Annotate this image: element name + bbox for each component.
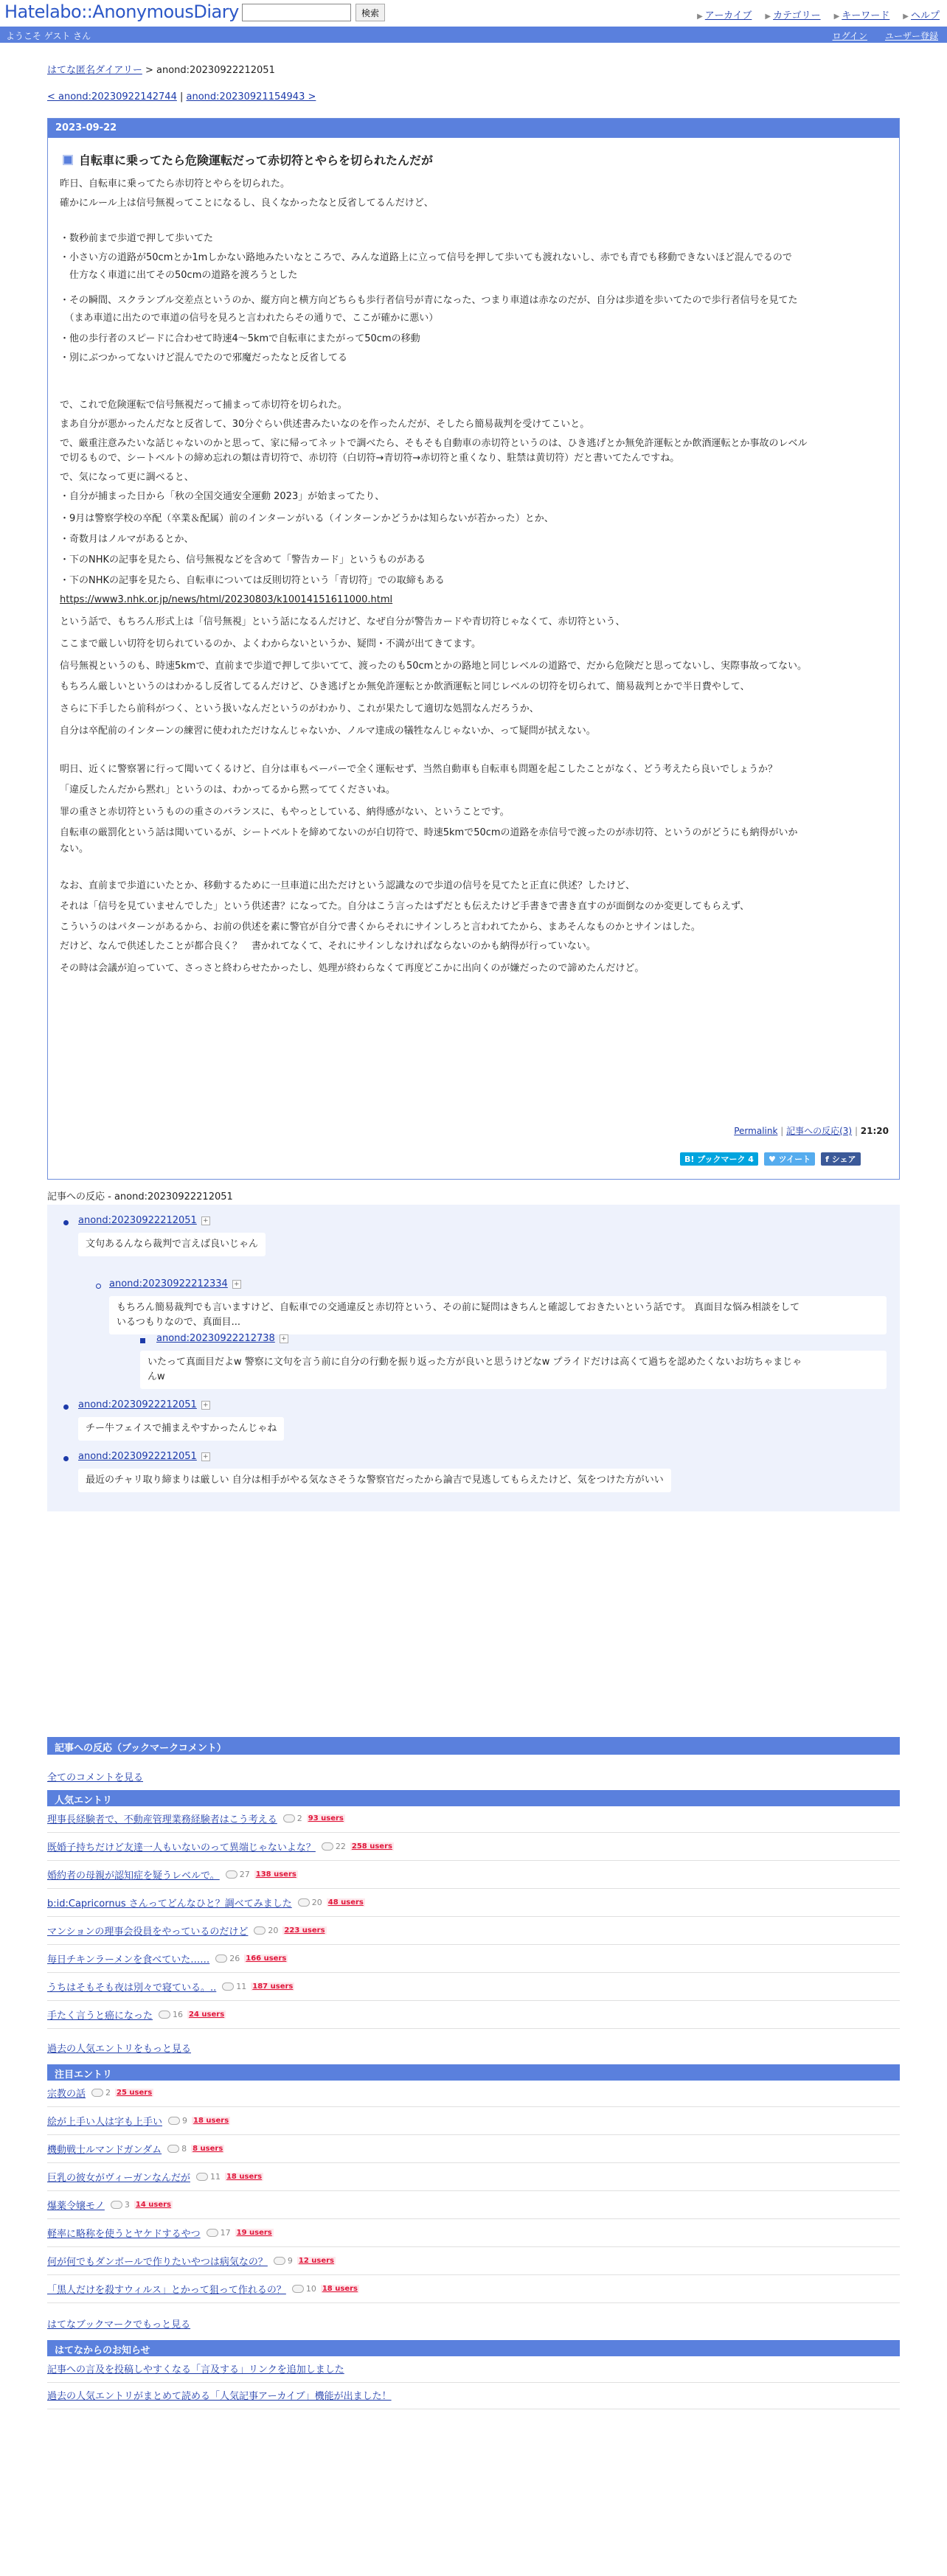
article-line: で、気になって更に調べると、 bbox=[60, 472, 194, 483]
comment-count-value: 8 bbox=[181, 2144, 187, 2154]
comment-bubble-icon bbox=[254, 1926, 266, 1935]
article-line: ・別にぶつかってないけど混んでたので邪魔だったなと反省してる bbox=[60, 352, 348, 363]
comment-bubble-icon bbox=[215, 1954, 227, 1963]
article-title bbox=[63, 151, 433, 168]
comment-count-value: 9 bbox=[182, 2116, 188, 2126]
entry-row bbox=[47, 2138, 900, 2163]
all-comments-link[interactable]: 全てのコメントを見る bbox=[47, 1772, 144, 1783]
login-link[interactable]: ログイン bbox=[832, 31, 867, 41]
article-line: それは「信号を見ていませんでした」という供述書？になってた。自分はこう言ったはずだとも伝えたけど手書きで書き直すのが面倒なのか変更してもらえず、 bbox=[60, 901, 749, 912]
nav-archive[interactable]: アーカイブ bbox=[704, 10, 752, 21]
reaction-text-line: いるつもりなので、真面目... bbox=[117, 1317, 241, 1328]
notice-item bbox=[47, 2358, 900, 2383]
comment-bubble-icon bbox=[226, 1870, 237, 1879]
comment-count-value: 16 bbox=[173, 2010, 184, 2019]
bullet bbox=[63, 1404, 69, 1410]
notice-link[interactable]: 過去の人気エントリがまとめて読める「人気記事アーカイブ」機能が出ました！ bbox=[47, 2391, 392, 2402]
triangle-icon: ▶ bbox=[903, 13, 909, 21]
entry-row bbox=[47, 2166, 900, 2191]
expand-icon[interactable]: + bbox=[201, 1401, 210, 1410]
article-line: という話で、もちろん形式上は「信号無視」という話になるんだけど、なぜ自分が警告カードや青切符じゃなくて、赤切符という、 bbox=[60, 616, 625, 627]
expand-icon[interactable]: + bbox=[201, 1452, 210, 1461]
comment-bubble-icon bbox=[168, 2117, 180, 2125]
bullet bbox=[63, 1456, 69, 1461]
comment-count-value: 11 bbox=[236, 1982, 247, 1991]
nav-help[interactable]: ヘルプ bbox=[910, 10, 940, 21]
users-badge[interactable]: 25 users bbox=[117, 2089, 153, 2097]
reactions-link[interactable]: 記事への反応(3) bbox=[786, 1126, 853, 1136]
reaction-link[interactable]: anond:20230922212051 bbox=[78, 1451, 197, 1462]
search-button[interactable]: 検索 bbox=[355, 4, 385, 21]
article-line: 明日、近くに警察署に行って聞いてくるけど、自分は車もペーパーで全く運転せず、当然自動車も自転車も問題を起こしたことがなく、どう考えたら良いでしょうか？ bbox=[60, 764, 778, 775]
comment-bubble-icon bbox=[167, 2145, 179, 2153]
comment-bubble-icon bbox=[322, 1842, 333, 1851]
breadcrumb-sep: > bbox=[142, 65, 157, 76]
comment-count[interactable] bbox=[254, 1926, 278, 1935]
tweet-button[interactable] bbox=[764, 1152, 815, 1166]
entry-row bbox=[47, 2082, 900, 2107]
entry-row bbox=[47, 1808, 900, 1833]
pager bbox=[47, 91, 316, 102]
facebook-label: シェア bbox=[831, 1155, 856, 1164]
entry-title-link[interactable]: 手たく言うと癌になった bbox=[47, 2011, 153, 2022]
reaction-bubble: チー牛フェイスで捕まえやすかったんじゃね bbox=[78, 1417, 284, 1441]
comment-count-value: 10 bbox=[305, 2284, 316, 2294]
users-badge[interactable]: 24 users bbox=[189, 2011, 225, 2019]
entry-title-link[interactable]: 絵が上手い人は字も上手い bbox=[47, 2117, 163, 2128]
article-line: ・他の歩行者のスピードに合わせて時速4～5kmで自転車にまたがって50cmの移動 bbox=[60, 333, 420, 344]
bullet bbox=[63, 1220, 69, 1225]
article-line: なお、直前まで歩道にいたとか、移動するために一旦車道に出ただけという認識なので歩道の信号を見てたと正直に供述？したけど、 bbox=[60, 880, 636, 891]
entry-title-link[interactable]: うちはそもそも夜は別々で寝ている。.. bbox=[47, 1983, 217, 1994]
users-badge[interactable]: 18 users bbox=[193, 2117, 229, 2125]
article-line: その時は会議が迫っていて、さっさと終わらせたかったし、処理が終わらなくて再度どこかに出向くのが嫌だったので諦めたんだけど。 bbox=[60, 963, 645, 974]
welcome-text: ようこそ ゲスト さん bbox=[6, 31, 91, 41]
comment-count[interactable] bbox=[298, 1898, 322, 1907]
top-nav bbox=[697, 7, 940, 21]
nhk-article-link[interactable]: https://www3.nhk.or.jp/news/html/20230803/k10014151611000.html bbox=[60, 594, 393, 605]
comment-count[interactable] bbox=[283, 1814, 302, 1823]
expand-icon[interactable]: + bbox=[280, 1334, 288, 1343]
expand-icon[interactable]: + bbox=[232, 1280, 241, 1289]
facebook-share-button[interactable] bbox=[821, 1152, 860, 1166]
comment-count[interactable] bbox=[196, 2172, 221, 2182]
triangle-icon: ▶ bbox=[765, 13, 771, 21]
entry-title-link[interactable]: 婚約者の母親が認知症を疑うレベルで。 bbox=[47, 1870, 220, 1881]
reactions-heading: 記事への反応 - anond:20230922212051 bbox=[47, 1191, 233, 1202]
article-line: まあ自分が悪かったんだなと反省して、30分ぐらい供述書みたいなのを作ったんだが、そしたら簡易裁判を受けてこいと。 bbox=[60, 419, 590, 430]
reaction-bubble bbox=[109, 1296, 887, 1334]
article-line: ない。 bbox=[60, 843, 89, 854]
entry-title-link[interactable]: 何が何でもダンボールで作りたいやつは病気なの？ bbox=[47, 2257, 268, 2268]
reaction-bubble: 文句あるんなら裁判で言えば良いじゃん bbox=[78, 1233, 266, 1256]
article-date: 2023-09-22 bbox=[48, 119, 899, 138]
popular-heading: 人気エントリ bbox=[47, 1790, 900, 1806]
comment-bubble-icon bbox=[274, 2257, 285, 2265]
comment-count[interactable] bbox=[226, 1870, 250, 1879]
reaction-item bbox=[109, 1278, 241, 1289]
reaction-bubble: 最近のチャリ取り締まりは厳しい 自分は相手がやる気なさそうな警察官だったから論吉で見逃してもらえたけど、気をつけた方がいい bbox=[78, 1469, 671, 1492]
entry-title-link[interactable]: 宗教の話 bbox=[47, 2089, 86, 2100]
register-link[interactable]: ユーザー登録 bbox=[884, 31, 938, 41]
hatena-bookmark-button[interactable]: B! ブックマーク 4 bbox=[680, 1152, 758, 1166]
article-line: もちろん厳しいというのはわかるし反省してるんだけど、ひき逃げとか無免許運転とか飲酒運転と同じレベルの切符を切られて、簡易裁判とかで半日費やして、 bbox=[60, 681, 750, 692]
article-line: ・数秒前まで歩道で押して歩いてた bbox=[60, 233, 214, 244]
comment-bubble-icon bbox=[159, 2011, 170, 2019]
reaction-item bbox=[78, 1215, 210, 1226]
article-line: ・自分が捕まった日から「秋の全国交通安全運動 2023」が始まってたり、 bbox=[60, 491, 385, 502]
reaction-item bbox=[140, 1333, 288, 1344]
entry-title-link[interactable]: 毎日チキンラーメンを食べていた…… bbox=[47, 1954, 210, 1966]
entry-title-link[interactable]: 軽率に略称を使うとヤケドするやつ bbox=[47, 2229, 201, 2240]
nav-category[interactable]: カテゴリー bbox=[773, 10, 821, 21]
facebook-icon: f bbox=[825, 1154, 832, 1164]
comment-bubble-icon bbox=[91, 2089, 103, 2097]
article-line: ・小さい方の道路が50cmとか1mしかない路地みたいなところで、みんな道路上に立って信号を押して歩いても渡れないし、赤でも青でも移動できないほど混んでるので bbox=[60, 252, 792, 263]
article-footer: Permalink | 記事への反応(3) | 21:20 bbox=[734, 1126, 889, 1136]
entry-row bbox=[47, 1836, 900, 1861]
square-icon bbox=[63, 155, 73, 165]
pager-sep: | bbox=[176, 91, 187, 102]
article-line: さらに下手したら前科がつく、という扱いなんだというのがわかり、これが果たして適切な処罰なんだろうか、 bbox=[60, 703, 539, 714]
reaction-bubble bbox=[140, 1351, 887, 1389]
entry-row bbox=[47, 2004, 900, 2029]
entry-title-link[interactable]: 「黒人だけを殺すウィルス」とかって狙って作れるの？ bbox=[47, 2285, 286, 2296]
notice-heading: はてなからのお知らせ bbox=[47, 2340, 900, 2356]
users-badge[interactable]: 223 users bbox=[284, 1926, 325, 1935]
top-bar bbox=[0, 0, 947, 27]
comment-count[interactable] bbox=[168, 2116, 187, 2126]
entry-row bbox=[47, 1976, 900, 2001]
breadcrumb bbox=[47, 62, 275, 76]
comment-count-value: 26 bbox=[229, 1954, 240, 1963]
comment-count-value: 9 bbox=[287, 2256, 293, 2266]
notable-heading: 注目エントリ bbox=[47, 2064, 900, 2081]
comment-count[interactable] bbox=[111, 2200, 130, 2210]
comment-count[interactable] bbox=[159, 2010, 183, 2019]
comment-count[interactable] bbox=[274, 2256, 293, 2266]
entry-title-link[interactable]: 理事長経験者で、不動産管理業務経験者はこう考える bbox=[47, 1814, 277, 1825]
comment-bubble-icon bbox=[111, 2201, 122, 2209]
reaction-link[interactable]: anond:20230922212051 bbox=[78, 1215, 197, 1226]
comment-count-value: 17 bbox=[220, 2228, 231, 2238]
comment-count-value: 2 bbox=[296, 1814, 302, 1823]
comment-count-value: 20 bbox=[311, 1898, 322, 1907]
users-badge[interactable]: 18 users bbox=[226, 2173, 263, 2181]
entry-title-link[interactable]: 既婚子持ちだけど友達一人もいないのって異端じゃないよな？ bbox=[47, 1842, 316, 1853]
comment-bubble-icon bbox=[292, 2285, 304, 2293]
article-time: 21:20 bbox=[860, 1126, 889, 1136]
article-line: ・下のNHKの記事を見たら、自転車については反則切符という「青切符」での取締もある bbox=[60, 575, 445, 586]
entry-row bbox=[47, 2222, 900, 2247]
comment-count-value: 2 bbox=[105, 2088, 111, 2098]
share-buttons bbox=[680, 1152, 861, 1166]
next-entry-link[interactable]: anond:20230921154943 > bbox=[186, 91, 316, 102]
users-badge[interactable]: 14 users bbox=[135, 2201, 172, 2209]
entry-row bbox=[47, 1920, 900, 1945]
entry-row bbox=[47, 2250, 900, 2275]
comment-count[interactable] bbox=[292, 2284, 316, 2294]
article-line: 仕方なく車道に出てその50cmの道路を渡ろうとした bbox=[60, 270, 298, 281]
article-line: 信号無視というのも、時速5kmで、直前まで歩道で押して歩いてて、渡ったのも50cmとかの路地と同じレベルの道路で、だから危険だと思ってないし、実際事故ってない。 bbox=[60, 661, 808, 672]
article-line: 「違反したんだから黙れ」というのは、わかってるから黙っててくださいね。 bbox=[60, 784, 396, 796]
site-logo[interactable]: Hatelabo::AnonymousDiary bbox=[4, 1, 239, 22]
article-line: で、厳重注意みたいな話じゃないのかと思って、家に帰ってネットで調べたら、そもそも自動車の赤切符というのは、ひき逃げとか無免許運転とか飲酒運転とか事故のレベル bbox=[60, 438, 808, 449]
article-line: で、これで危険運転で信号無視だって捕まって赤切符を切られた。 bbox=[60, 400, 347, 411]
expand-icon[interactable]: + bbox=[201, 1216, 210, 1225]
article-line: ここまで厳しい切符を切られているのか、よくわからないというか、疑問・不満が出てきてます。 bbox=[60, 638, 481, 650]
article-line: で切るもので、シートベルトの締め忘れの類は青切符で、赤切符（白切符→青切符→赤切符と重くなり、駐禁は黄切符）だと書いてたんですね。 bbox=[60, 453, 680, 464]
article-line: こういうのはパターンがあるから、お前の供述を素に警官が自分で書くからそれにサインしろと言われてたから、まあそんなものかとサインはした。 bbox=[60, 922, 701, 933]
breadcrumb-home[interactable]: はてな匿名ダイアリー bbox=[47, 65, 142, 76]
article-line: ・9月は警察学校の卒配（卒業＆配属）前のインターンがいる（インターンかどうかは知らないが若かった）とか、 bbox=[60, 513, 554, 524]
users-badge[interactable]: 8 users bbox=[192, 2145, 223, 2153]
article-line: 自転車の厳罰化という話は聞いているが、シートベルトを締めてないのが白切符で、時速5kmで50cmの道路を赤信号で渡ったのが赤切符、というのがどうにも納得がいか bbox=[60, 827, 798, 838]
reaction-item bbox=[78, 1399, 210, 1410]
article-line: 確かにルール上は信号無視ってことになるし、良くなかったなと反省してるんだけど、 bbox=[60, 198, 434, 209]
user-bar bbox=[0, 27, 947, 43]
entry-row bbox=[47, 2278, 900, 2303]
comment-bubble-icon bbox=[196, 2173, 208, 2181]
article-line: だけど、なんで供述したことが都合良く？ 書かれてなくて、それにサインしなければならないのかも納得が行っていない。 bbox=[60, 941, 596, 952]
comment-count[interactable] bbox=[222, 1982, 246, 1991]
reaction-text-line: いたって真面目だよw 警察に文句を言う前に自分の行動を振り返った方が良いと思うけどなw プライドだけは高くて過ちを認めたくないお坊ちゃまじゃ bbox=[148, 1357, 802, 1368]
comment-bubble-icon bbox=[298, 1898, 310, 1907]
reaction-text-line: もちろん簡易裁判でも言いますけど、自転車での交通違反と赤切符という、その前に疑問はきちんと確認しておきたいという話です。 真面目な悩み相談をして bbox=[117, 1302, 800, 1313]
comment-bubble-icon bbox=[207, 2229, 218, 2237]
notable-more-link[interactable]: はてなブックマークでもっと見る bbox=[47, 2319, 191, 2330]
article-line: 昨日、自転車に乗ってたら赤切符とやらを切られた。 bbox=[60, 178, 291, 189]
users-badge[interactable]: 93 users bbox=[308, 1814, 344, 1823]
reactions-tree bbox=[47, 1205, 900, 1511]
nav-keyword[interactable]: キーワード bbox=[842, 10, 890, 21]
comment-bubble-icon bbox=[283, 1814, 295, 1823]
reaction-link[interactable]: anond:20230922212051 bbox=[78, 1399, 197, 1410]
permalink[interactable]: Permalink bbox=[734, 1126, 778, 1136]
reaction-link[interactable]: anond:20230922212738 bbox=[156, 1333, 275, 1344]
tweet-label: ツイート bbox=[778, 1155, 811, 1164]
entry-title-link[interactable]: b:id:Capricornus さんってどんなひと？調べてみました bbox=[47, 1898, 292, 1910]
comment-count[interactable] bbox=[207, 2228, 231, 2238]
comment-count[interactable] bbox=[167, 2144, 187, 2154]
article-line: 罪の重さと赤切符というものの重さのバランスに、もやっとしている、納得感がない、ということです。 bbox=[60, 807, 510, 818]
entry-row bbox=[47, 1948, 900, 1973]
reaction-item bbox=[78, 1451, 210, 1462]
article-line: ・その瞬間、スクランブル交差点というのか、縦方向と横方向どちらも歩行者信号が青になった、つまり車道は赤なのだが、自分は歩道を歩いてたので歩行者信号を見てた bbox=[60, 295, 798, 306]
notice-link[interactable]: 記事への言及を投稿しやすくなる「言及する」リンクを追加しました bbox=[47, 2364, 344, 2375]
entry-row bbox=[47, 2110, 900, 2135]
entry-title-link[interactable]: 巨乳の彼女がヴィーガンなんだが bbox=[47, 2173, 190, 2184]
entry-title-link[interactable]: 爆薬令嬢モノ bbox=[47, 2201, 105, 2212]
article-line: ・下のNHKの記事を見たら、信号無視などを含めて「警告カード」というものがある bbox=[60, 554, 426, 565]
article-line: 自分は卒配前のインターンの練習に使われただけなんじゃないか、ノルマ達成の犠牲なんじゃないか、って疑問が拭えない。 bbox=[60, 725, 596, 737]
search-input[interactable] bbox=[242, 4, 351, 21]
triangle-icon: ▶ bbox=[833, 13, 840, 21]
users-badge[interactable]: 258 users bbox=[351, 1842, 392, 1851]
article-line: （まあ車道に出たので車道の信号を見ろと言われたらその通りで、ここが確かに悪い） bbox=[60, 313, 439, 324]
comment-count-value: 20 bbox=[268, 1926, 279, 1935]
comment-bubble-icon bbox=[222, 1983, 234, 1991]
article bbox=[47, 118, 900, 1180]
twitter-bird-icon: ♥ bbox=[768, 1154, 779, 1164]
notice-item bbox=[47, 2384, 900, 2409]
comment-count[interactable] bbox=[91, 2088, 111, 2098]
users-badge[interactable]: 166 users bbox=[246, 1954, 287, 1963]
comment-count-value: 27 bbox=[239, 1870, 250, 1879]
breadcrumb-current: anond:20230922212051 bbox=[156, 65, 275, 76]
bookmark-comments-heading: 記事への反応（ブックマークコメント） bbox=[47, 1737, 900, 1755]
entry-title-link[interactable]: 機動戦士ルマンドガンダム bbox=[47, 2145, 162, 2156]
prev-entry-link[interactable]: < anond:20230922142744 bbox=[47, 91, 177, 102]
comment-count[interactable] bbox=[215, 1954, 240, 1963]
users-badge[interactable]: 48 users bbox=[327, 1898, 364, 1907]
entry-row bbox=[47, 2194, 900, 2219]
comment-count-value: 3 bbox=[124, 2200, 130, 2210]
users-badge[interactable]: 18 users bbox=[322, 2285, 358, 2293]
users-badge[interactable]: 187 users bbox=[252, 1983, 294, 1991]
entry-row bbox=[47, 1864, 900, 1889]
bullet bbox=[96, 1284, 101, 1289]
article-title-text[interactable]: 自転車に乗ってたら危険運転だって赤切符とやらを切られたんだが bbox=[79, 153, 434, 167]
users-badge[interactable]: 19 users bbox=[236, 2229, 272, 2237]
comment-count[interactable] bbox=[322, 1842, 346, 1851]
comment-count-value: 11 bbox=[209, 2172, 221, 2182]
reaction-link[interactable]: anond:20230922212334 bbox=[109, 1278, 228, 1289]
users-badge[interactable]: 138 users bbox=[255, 1870, 296, 1879]
triangle-icon: ▶ bbox=[697, 13, 703, 21]
article-line: ・奇数月はノルマがあるとか、 bbox=[60, 534, 194, 545]
popular-more-link[interactable]: 過去の人気エントリをもっと見る bbox=[47, 2044, 192, 2055]
comment-count-value: 22 bbox=[335, 1842, 346, 1851]
entry-row bbox=[47, 1892, 900, 1917]
users-badge[interactable]: 12 users bbox=[298, 2257, 335, 2265]
entry-title-link[interactable]: マンションの理事会役員をやっているのだけど bbox=[47, 1926, 249, 1938]
reaction-text-line: んw bbox=[148, 1371, 165, 1382]
